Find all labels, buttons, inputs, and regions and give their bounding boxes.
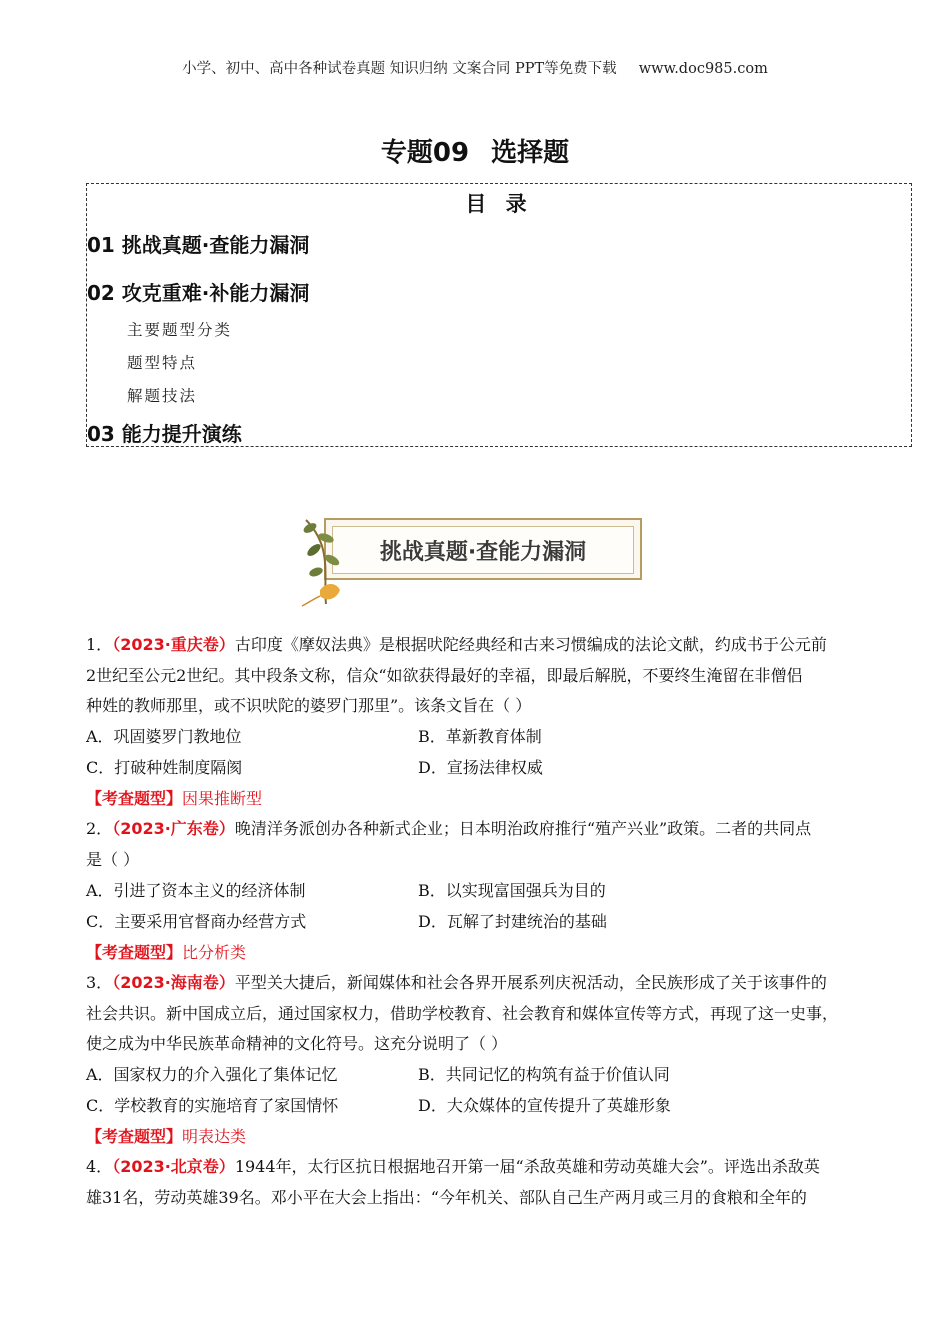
question-number: 4． (86, 1157, 113, 1176)
toc-subitem-features[interactable]: 题型特点 (127, 354, 198, 372)
option-c[interactable]: C．主要采用官督商办经营方式 (86, 912, 307, 931)
question-1 (86, 630, 868, 722)
question-source: （2023·海南卷） (112, 973, 235, 992)
title-part2: 选择题 (491, 138, 570, 168)
table-of-contents (86, 183, 912, 447)
question-source: （2023·北京卷） (112, 1157, 235, 1176)
question-line: 使之成为中华民族革命精神的文化符号。这充分说明了（ ） (86, 1034, 508, 1053)
page-title (0, 132, 950, 169)
option-a[interactable]: A．巩固婆罗门教地位 (86, 727, 242, 746)
option-a[interactable]: A．引进了资本主义的经济体制 (86, 881, 306, 900)
question-type-tag: 【考查题型】明表达类 (86, 1127, 247, 1146)
option-a[interactable]: A．国家权力的介入强化了集体记忆 (86, 1065, 338, 1084)
question-3 (86, 968, 868, 1060)
option-c[interactable]: C．打破种姓制度隔阂 (86, 758, 243, 777)
question-type-tag: 【考查题型】因果推断型 (86, 789, 263, 808)
question-number: 3． (86, 973, 113, 992)
toc-item-02[interactable]: 02 攻克重难·补能力漏洞 (87, 281, 310, 305)
option-b[interactable]: B．共同记忆的构筑有益于价值认同 (418, 1065, 670, 1084)
question-number: 1． (86, 635, 113, 654)
question-4 (86, 1152, 868, 1213)
question-line: 雄31名，劳动英雄39名。邓小平在大会上指出：“今年机关、部队自己生产两月或三月的食粮和全年的 (86, 1187, 807, 1207)
header-text: 小学、初中、高中各种试卷真题 知识归纳 文案合同 PPT等免费下载 (182, 61, 617, 77)
header-site[interactable]: www.doc985.com (638, 61, 768, 77)
question-line: 平型关大捷后，新闻媒体和社会各界开展系列庆祝活动，全民族形成了关于该事件的 (234, 973, 827, 992)
question-source: （2023·重庆卷） (112, 635, 235, 654)
page-header (0, 57, 950, 78)
question-2 (86, 814, 868, 875)
title-part1: 专题09 (380, 138, 470, 168)
question-type-tag: 【考查题型】比分析类 (86, 943, 247, 962)
toc-item-03[interactable]: 03 能力提升演练 (87, 422, 242, 446)
toc-item-01[interactable]: 01 挑战真题·查能力漏洞 (87, 233, 310, 257)
option-d[interactable]: D．瓦解了封建统治的基础 (418, 912, 607, 931)
question-source: （2023·广东卷） (112, 819, 235, 838)
option-c[interactable]: C．学校教育的实施培育了家国情怀 (86, 1096, 339, 1115)
question-line: 是（ ） (86, 849, 140, 869)
question-line: 晚清洋务派创办各种新式企业；日本明治政府推行“殖产兴业”政策。二者的共同点 (234, 819, 812, 838)
section-banner (296, 516, 648, 604)
option-b[interactable]: B．以实现富国强兵为目的 (418, 881, 606, 900)
question-line: 1944年，太行区抗日根据地召开第一届“杀敌英雄和劳动英雄大会”。评选出杀敌英 (234, 1157, 820, 1176)
toc-subitem-techniques[interactable]: 解题技法 (127, 387, 198, 405)
plant-decoration-icon (296, 516, 356, 608)
question-number: 2． (86, 819, 113, 838)
question-line: 古印度《摩奴法典》是根据吠陀经典经和古来习惯编成的法论文献，约成书于公元前 (234, 635, 827, 654)
banner-title: 挑战真题·查能力漏洞 (332, 526, 634, 574)
toc-heading: 目 录 (465, 192, 533, 216)
question-line: 2世纪至公元2世纪。其中段条文称，信众“如欲获得最好的幸福，即最后解脱，不要终生淹留在非僧侣 (86, 665, 803, 685)
option-d[interactable]: D．大众媒体的宣传提升了英雄形象 (418, 1096, 671, 1115)
toc-subitem-types[interactable]: 主要题型分类 (127, 321, 233, 339)
question-line: 社会共识。新中国成立后，通过国家权力，借助学校教育、社会教育和媒体宣传等方式，再现了这一史事， (86, 1003, 839, 1023)
option-d[interactable]: D．宣扬法律权威 (418, 758, 543, 777)
question-line: 种姓的教师那里，或不识吠陀的婆罗门那里”。该条文旨在（ ） (86, 696, 532, 715)
option-b[interactable]: B．革新教育体制 (418, 727, 542, 746)
